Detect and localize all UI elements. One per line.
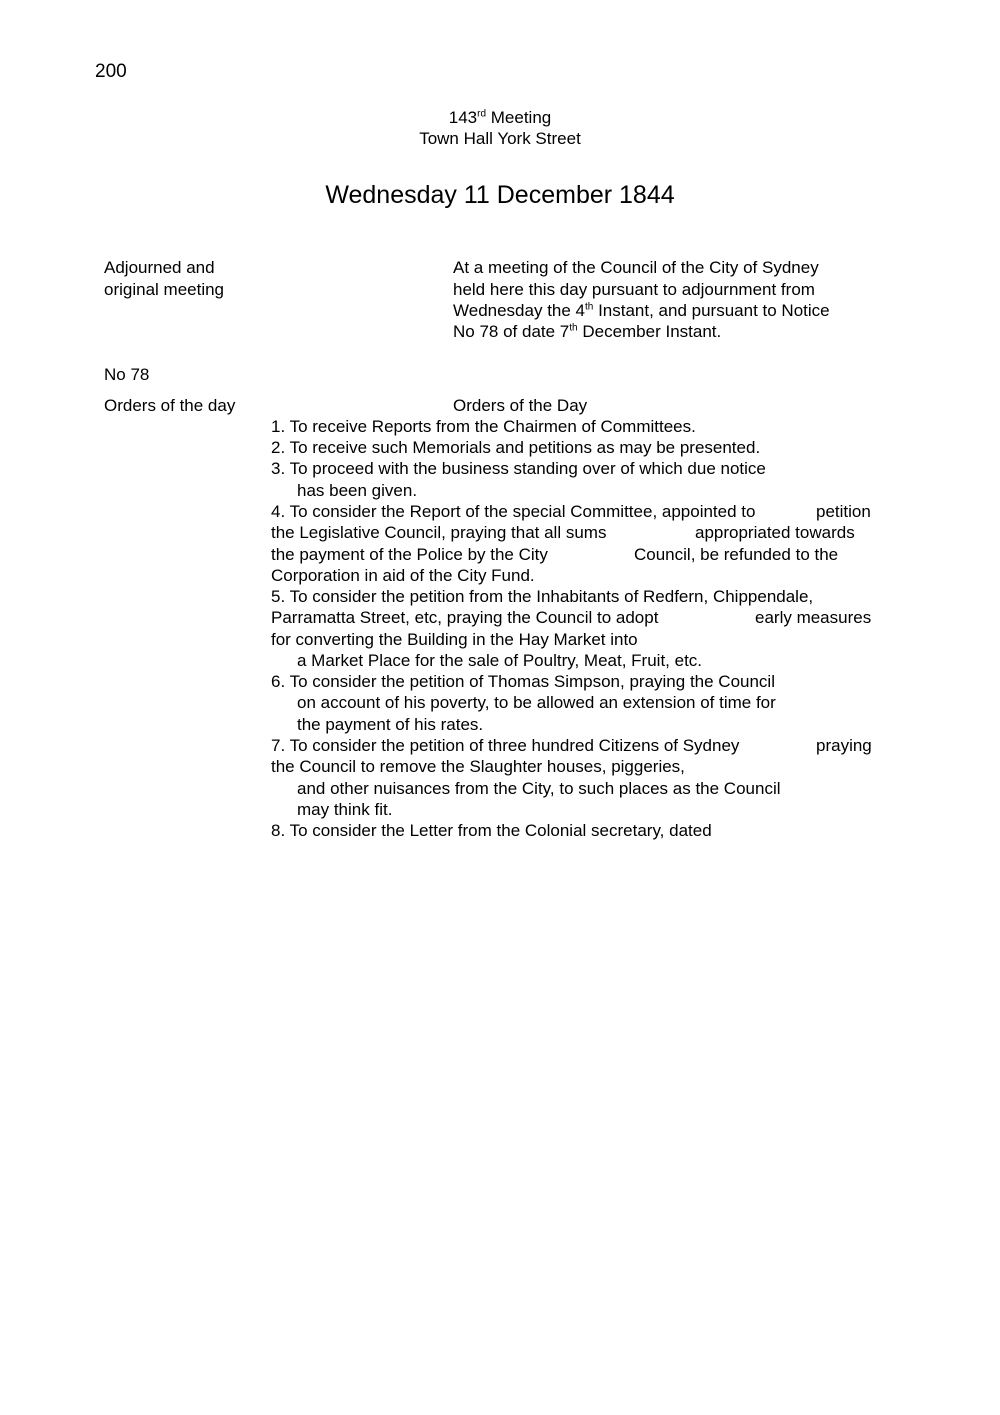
margin-note-notice-no: No 78 bbox=[104, 365, 150, 384]
meeting-venue: Town Hall York Street bbox=[419, 129, 581, 148]
opening-text: Wednesday the 4 bbox=[453, 301, 585, 320]
date-heading: Wednesday 11 December 1844 bbox=[325, 181, 675, 209]
order-item: 6. To consider the petition of Thomas Simpson, praying the Council bbox=[271, 672, 775, 691]
order-item-fragment: early measures bbox=[755, 608, 872, 627]
order-item-continuation: Corporation in aid of the City Fund. bbox=[271, 566, 535, 585]
order-item-fragment: praying bbox=[816, 736, 872, 755]
ordinal-suffix: th bbox=[569, 322, 578, 334]
opening-line: At a meeting of the Council of the City of Sydney bbox=[453, 258, 819, 277]
margin-note-orders: Orders of the day bbox=[104, 396, 236, 415]
order-item-continuation: may think fit. bbox=[297, 800, 393, 819]
order-item: 1. To receive Reports from the Chairmen of Committees. bbox=[271, 417, 696, 436]
order-item-continuation: for converting the Building in the Hay Market into bbox=[271, 630, 638, 649]
order-item-continuation: and other nuisances from the City, to such places as the Council bbox=[297, 779, 781, 798]
margin-note-original: original meeting bbox=[104, 280, 225, 299]
order-item: 4. To consider the Report of the special Committee, appointed to bbox=[271, 502, 756, 521]
margin-note-adjourned: Adjourned and bbox=[104, 258, 215, 277]
orders-heading: Orders of the Day bbox=[453, 396, 588, 415]
order-item-continuation: the Legislative Council, praying that all sums bbox=[271, 523, 607, 542]
order-item: 5. To consider the petition from the Inhabitants of Redfern, Chippendale, bbox=[271, 587, 814, 606]
order-item-fragment: appropriated towards bbox=[695, 523, 855, 542]
opening-text: December Instant. bbox=[577, 322, 722, 341]
page-number: 200 bbox=[95, 61, 127, 82]
order-item: 3. To proceed with the business standing over of which due notice bbox=[271, 459, 766, 478]
meeting-ordinal: 143 bbox=[448, 108, 478, 127]
order-item-continuation: the payment of his rates. bbox=[297, 715, 484, 734]
order-item-fragment: petition bbox=[816, 502, 871, 521]
order-item-continuation: on account of his poverty, to be allowed an extension of time for bbox=[297, 693, 776, 712]
opening-line bbox=[453, 321, 721, 342]
order-item: 7. To consider the petition of three hundred Citizens of Sydney bbox=[271, 736, 740, 755]
order-item-continuation: the payment of the Police by the City bbox=[271, 545, 548, 564]
meeting-ordinal-suffix: rd bbox=[477, 108, 487, 120]
meeting-label: Meeting bbox=[490, 108, 552, 127]
order-item-continuation: a Market Place for the sale of Poultry, Meat, Fruit, etc. bbox=[297, 651, 703, 670]
opening-text: No 78 of date 7 bbox=[453, 322, 570, 341]
order-item-continuation: Parramatta Street, etc, praying the Council to adopt bbox=[271, 608, 659, 627]
order-item-fragment: Council, be refunded to the bbox=[634, 545, 839, 564]
order-item-continuation: has been given. bbox=[297, 481, 418, 500]
order-item-continuation: the Council to remove the Slaughter houses, piggeries, bbox=[271, 757, 685, 776]
order-item: 8. To consider the Letter from the Colonial secretary, dated bbox=[271, 821, 712, 840]
opening-line bbox=[453, 300, 830, 321]
order-item: 2. To receive such Memorials and petitions as may be presented. bbox=[271, 438, 761, 457]
meeting-number bbox=[0, 107, 1000, 128]
ordinal-suffix: th bbox=[585, 301, 594, 313]
opening-text: Instant, and pursuant to Notice bbox=[593, 301, 830, 320]
opening-line: held here this day pursuant to adjournment from bbox=[453, 280, 815, 299]
